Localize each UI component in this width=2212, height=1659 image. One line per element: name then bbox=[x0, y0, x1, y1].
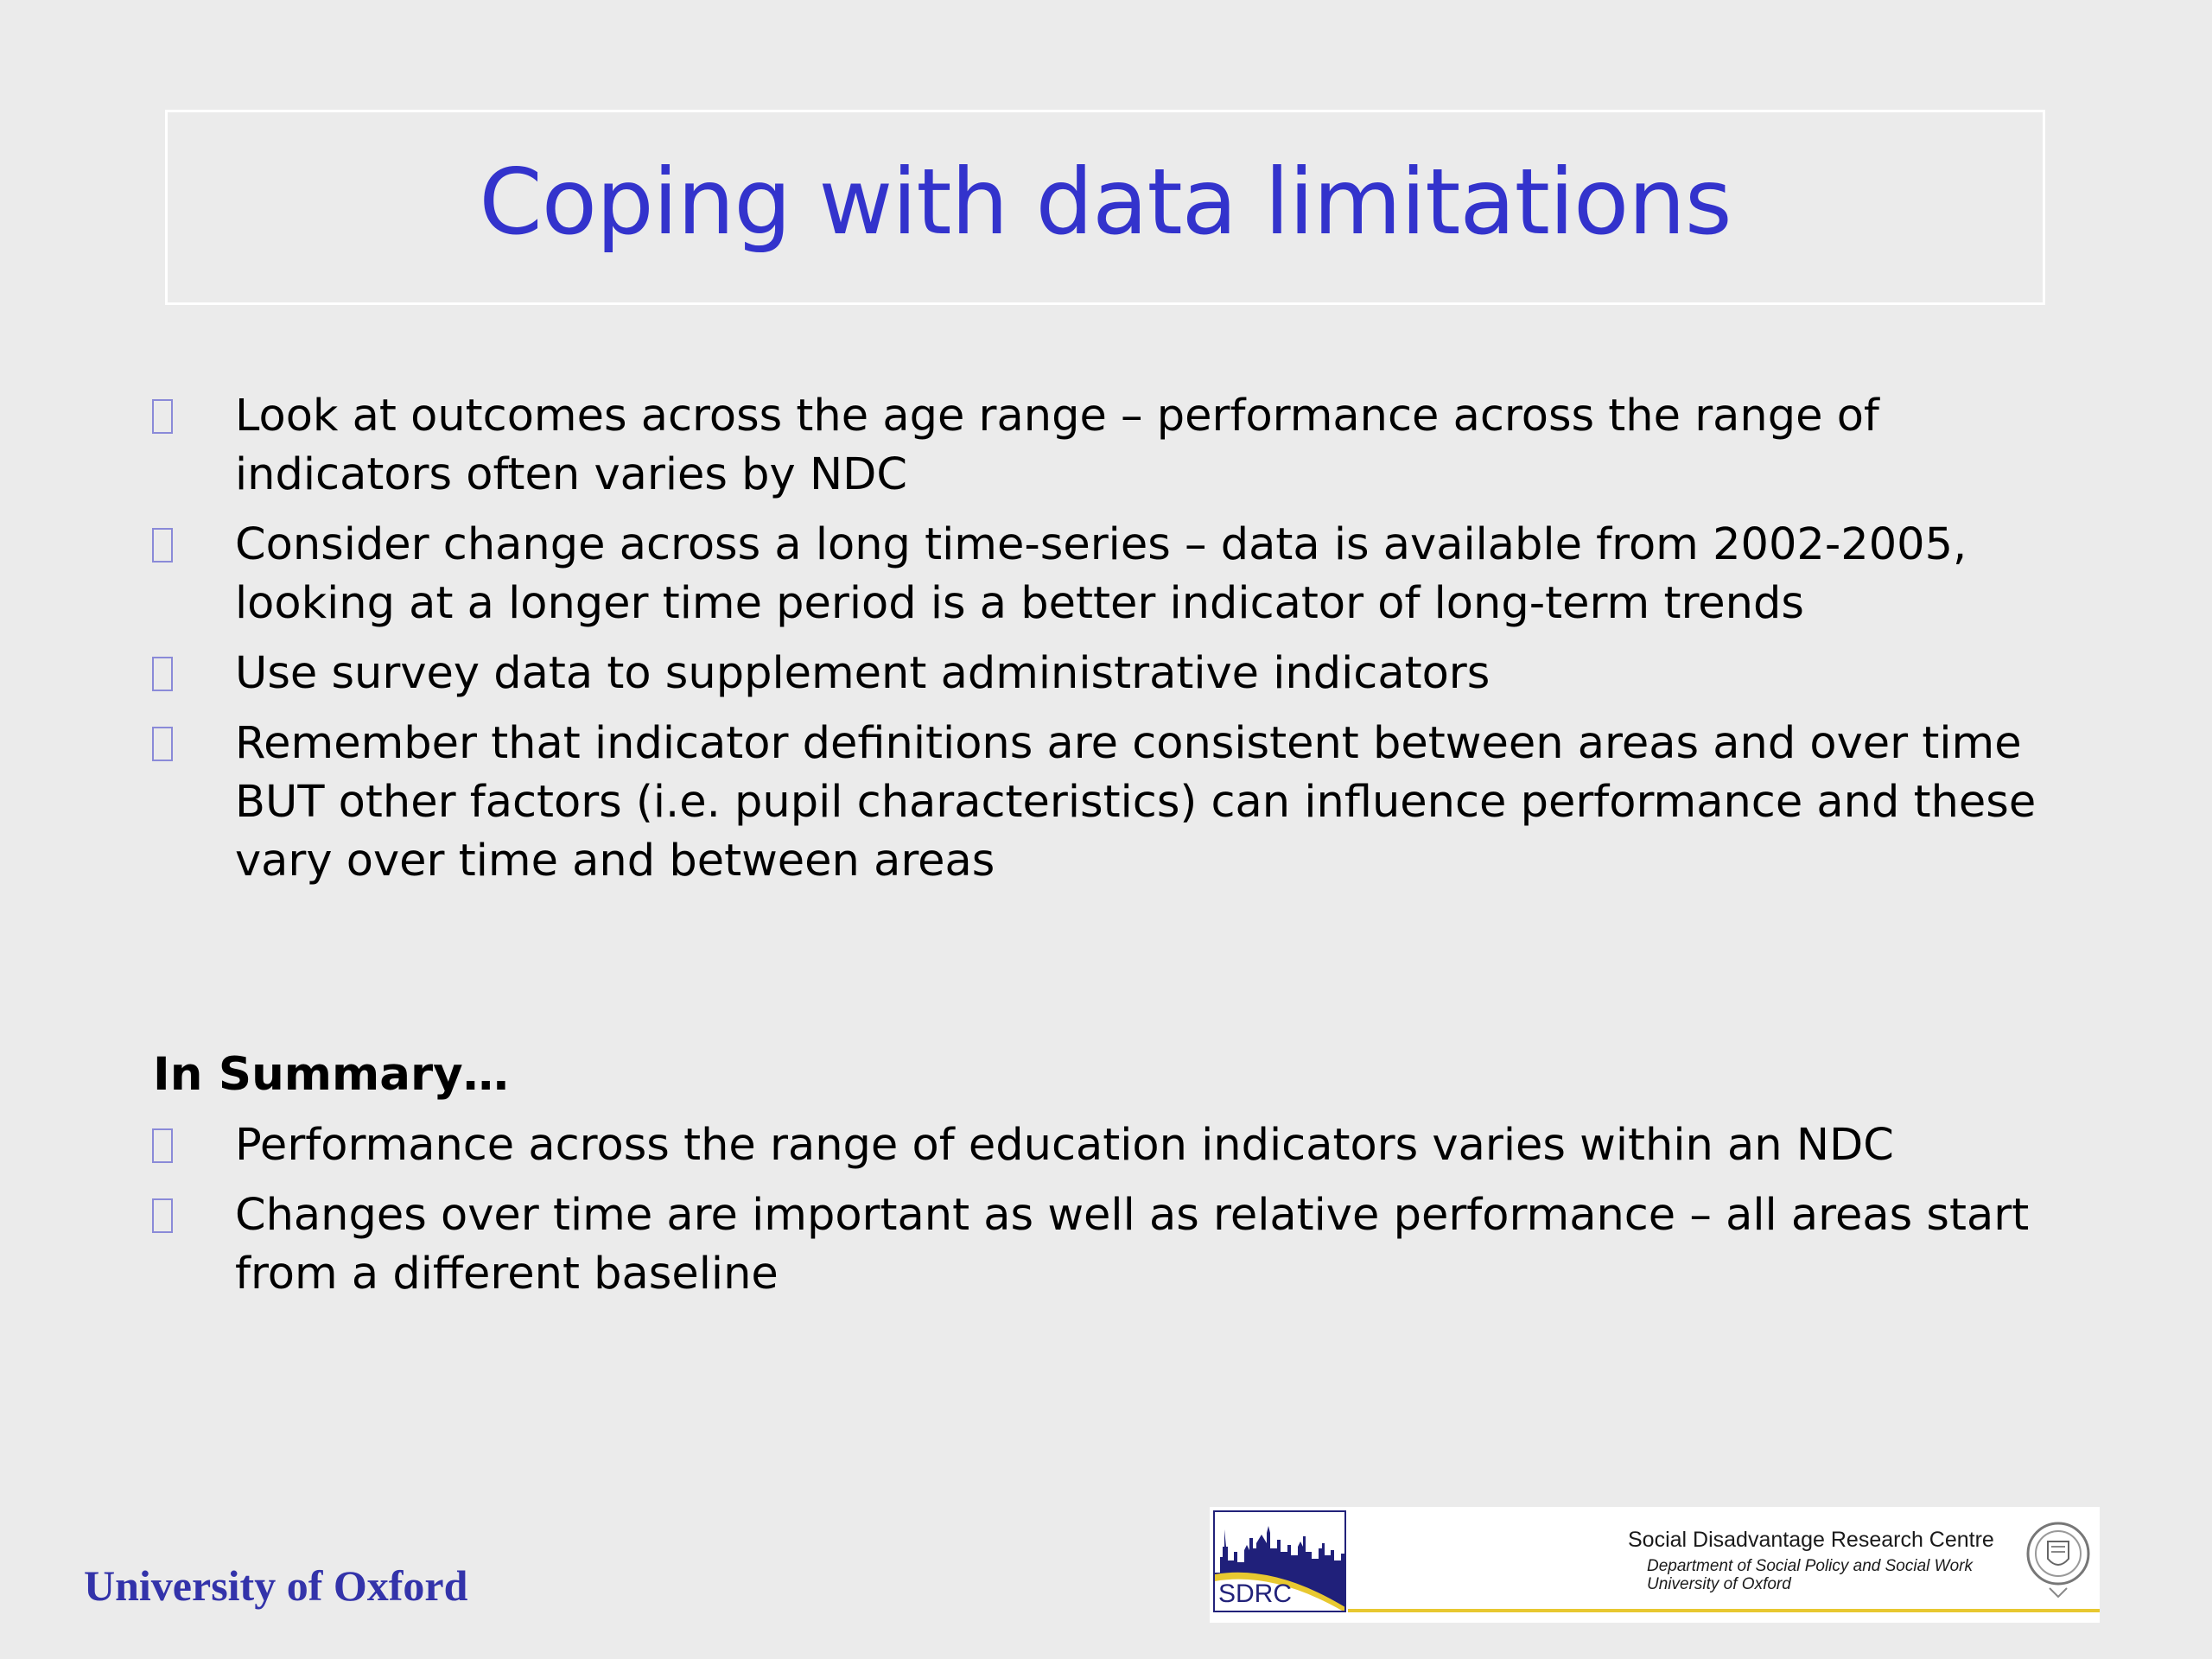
university-footer: University of Oxford bbox=[84, 1561, 468, 1610]
university-crest-icon bbox=[2025, 1519, 2091, 1600]
university-small: University of Oxford bbox=[1647, 1575, 1791, 1593]
bullet-text: Remember that indicator definitions are consistent between areas and over time BUT other factors (i.e. pupil characteristics) can influence performance and these vary over time and between areas bbox=[235, 718, 2037, 887]
sdrc-logo bbox=[1213, 1510, 1346, 1612]
bullet-list bbox=[149, 387, 2075, 902]
summary-list bbox=[149, 1116, 2075, 1315]
bullet-item bbox=[149, 715, 2075, 891]
summary-item bbox=[149, 1116, 2075, 1175]
bullet-square-icon bbox=[152, 727, 173, 761]
bullet-text: Use survey data to supplement administrative indicators bbox=[235, 648, 1491, 699]
summary-text: Changes over time are important as well as relative performance – all areas start from a different baseline bbox=[235, 1190, 2030, 1300]
accent-line bbox=[1348, 1609, 2100, 1612]
bullet-square-icon bbox=[152, 528, 173, 563]
bullet-square-icon bbox=[152, 1198, 173, 1233]
bullet-square-icon bbox=[152, 1128, 173, 1163]
bullet-square-icon bbox=[152, 399, 173, 434]
bullet-text: Look at outcomes across the age range – performance across the range of indicators often varies by NDC bbox=[235, 391, 1879, 500]
sdrc-banner bbox=[1210, 1507, 2100, 1623]
summary-text: Performance across the range of education indicators varies within an NDC bbox=[235, 1120, 1894, 1171]
bullet-square-icon bbox=[152, 657, 173, 691]
bullet-text: Consider change across a long time-series – data is available from 2002-2005, looking at a longer time period is a better indicator of long-term trends bbox=[235, 519, 1967, 629]
bullet-item bbox=[149, 516, 2075, 633]
slide-title: Coping with data limitations bbox=[479, 149, 1732, 255]
bullet-item bbox=[149, 645, 2075, 703]
summary-item bbox=[149, 1186, 2075, 1304]
department-name: Department of Social Policy and Social Work bbox=[1647, 1557, 1973, 1575]
bullet-item bbox=[149, 387, 2075, 505]
sdrc-acronym: SDRC bbox=[1218, 1580, 1293, 1608]
summary-heading: In Summary… bbox=[153, 1048, 509, 1101]
title-box bbox=[165, 110, 2045, 305]
centre-name: Social Disadvantage Research Centre bbox=[1628, 1528, 1994, 1552]
